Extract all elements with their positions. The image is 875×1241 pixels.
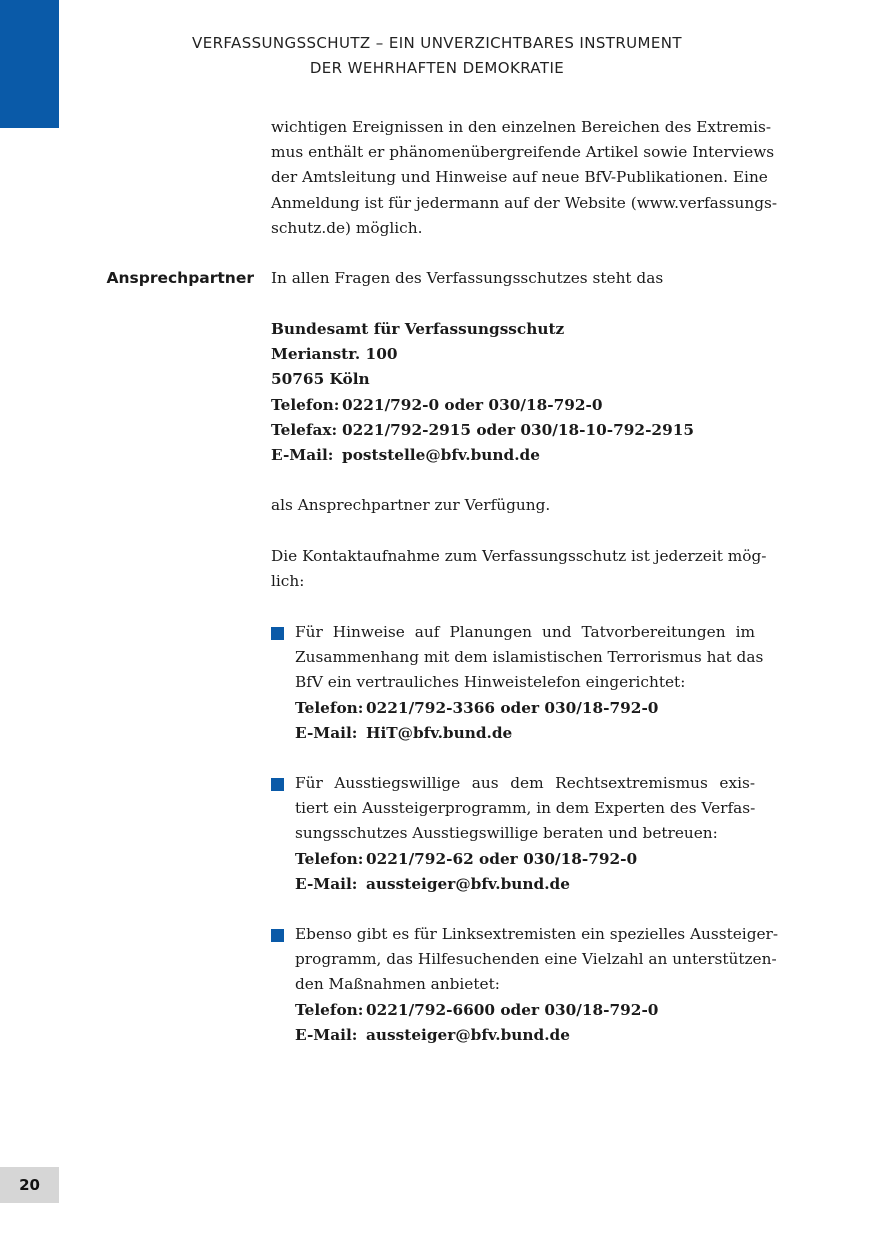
street: Merianstr. 100 bbox=[271, 345, 398, 364]
phone-value: 0221/792-6600 oder 030/18-792-0 bbox=[366, 1000, 659, 1019]
phone-label: Telefon: bbox=[295, 698, 364, 717]
bullet-square-icon bbox=[271, 929, 284, 942]
contact-lead bbox=[271, 266, 755, 291]
fax-label: Telefax: bbox=[271, 420, 338, 439]
text-line: Die Kontaktaufnahme zum Verfassungsschutz ist jederzeit mög- bbox=[271, 547, 767, 565]
text-line: sungsschutzes Ausstiegswillige beraten und betreuen: bbox=[295, 824, 718, 843]
phone-label: Telefon: bbox=[295, 849, 364, 868]
contact-closing bbox=[271, 493, 755, 518]
phone-row bbox=[271, 393, 755, 418]
bullet-square-icon bbox=[271, 778, 284, 791]
contact-intro-paragraph bbox=[271, 544, 767, 594]
phone-row bbox=[295, 847, 755, 872]
city: 50765 Köln bbox=[271, 370, 370, 389]
text-line: der Amtsleitung und Hinweise auf neue BfV-Publikationen. Eine bbox=[271, 168, 768, 187]
text-line: den Maßnahmen anbietet: bbox=[295, 975, 500, 994]
text-line: tiert ein Aussteigerprogramm, in dem Experten des Verfas- bbox=[295, 799, 756, 818]
text-line: lich: bbox=[271, 572, 305, 591]
phone-value: 0221/792-3366 oder 030/18-792-0 bbox=[366, 698, 659, 717]
text-line: BfV ein vertrauliches Hinweistelefon eingerichtet: bbox=[295, 673, 686, 692]
phone-label: Telefon: bbox=[271, 395, 340, 414]
text-line: Für Hinweise auf Planungen und Tatvorbereitungen im bbox=[295, 623, 755, 641]
list-item-body bbox=[295, 922, 779, 1048]
text-line: Anmeldung ist für jedermann auf der Website (www.verfassungs- bbox=[271, 193, 778, 212]
fax-value: 0221/792-2915 oder 030/18-10-792-2915 bbox=[342, 420, 695, 439]
text-line: Zusammenhang mit dem islamistischen Terrorismus hat das bbox=[295, 648, 764, 667]
header-line-2: DER WEHRHAFTEN DEMOKRATIE bbox=[309, 59, 565, 77]
email-row bbox=[295, 721, 755, 746]
email-row bbox=[295, 1023, 755, 1048]
email-value: aussteiger@bfv.bund.de bbox=[366, 1025, 570, 1044]
phone-row bbox=[295, 696, 755, 721]
text-line: schutz.de) möglich. bbox=[271, 218, 423, 237]
page-number: 20 bbox=[0, 1167, 59, 1203]
intro-paragraph bbox=[271, 115, 778, 241]
text-line: programm, das Hilfesuchenden eine Vielzahl an unterstützen- bbox=[295, 950, 777, 969]
list-item-body bbox=[295, 620, 764, 746]
phone-value: 0221/792-62 oder 030/18-792-0 bbox=[366, 849, 638, 868]
email-label: E-Mail: bbox=[295, 1025, 358, 1044]
email-row bbox=[295, 872, 755, 897]
email-label: E-Mail: bbox=[295, 723, 358, 742]
email-value: HiT@bfv.bund.de bbox=[366, 723, 513, 742]
text-line: mus enthält er phänomenübergreifende Artikel sowie Interviews bbox=[271, 143, 775, 162]
header-line-1: VERFASSUNGSSCHUTZ – EIN UNVERZICHTBARES INSTRUMENT bbox=[192, 34, 682, 52]
address-block bbox=[271, 317, 755, 468]
section-label-ansprechpartner: Ansprechpartner bbox=[106, 269, 254, 287]
corner-accent-bar bbox=[0, 0, 59, 128]
fax-row bbox=[271, 418, 755, 443]
email-value: aussteiger@bfv.bund.de bbox=[366, 874, 570, 893]
org-name: Bundesamt für Verfassungsschutz bbox=[271, 320, 565, 338]
phone-value: 0221/792-0 oder 030/18-792-0 bbox=[342, 395, 603, 414]
email-row bbox=[271, 443, 755, 468]
email-label: E-Mail: bbox=[295, 874, 358, 893]
text-line: als Ansprechpartner zur Verfügung. bbox=[271, 496, 551, 514]
text-line: Ebenso gibt es für Linksextremisten ein spezielles Aussteiger- bbox=[295, 925, 779, 943]
email-label: E-Mail: bbox=[271, 446, 334, 465]
email-value: poststelle@bfv.bund.de bbox=[342, 446, 540, 465]
phone-label: Telefon: bbox=[295, 1000, 364, 1019]
text-line: In allen Fragen des Verfassungsschutzes steht das bbox=[271, 269, 664, 287]
phone-row bbox=[295, 998, 755, 1023]
running-header bbox=[150, 31, 724, 81]
text-line: wichtigen Ereignissen in den einzelnen Bereichen des Extremis- bbox=[271, 118, 772, 136]
text-line: Für Ausstiegswillige aus dem Rechtsextremismus exis- bbox=[295, 774, 755, 792]
list-item-body bbox=[295, 771, 755, 897]
bullet-square-icon bbox=[271, 627, 284, 640]
